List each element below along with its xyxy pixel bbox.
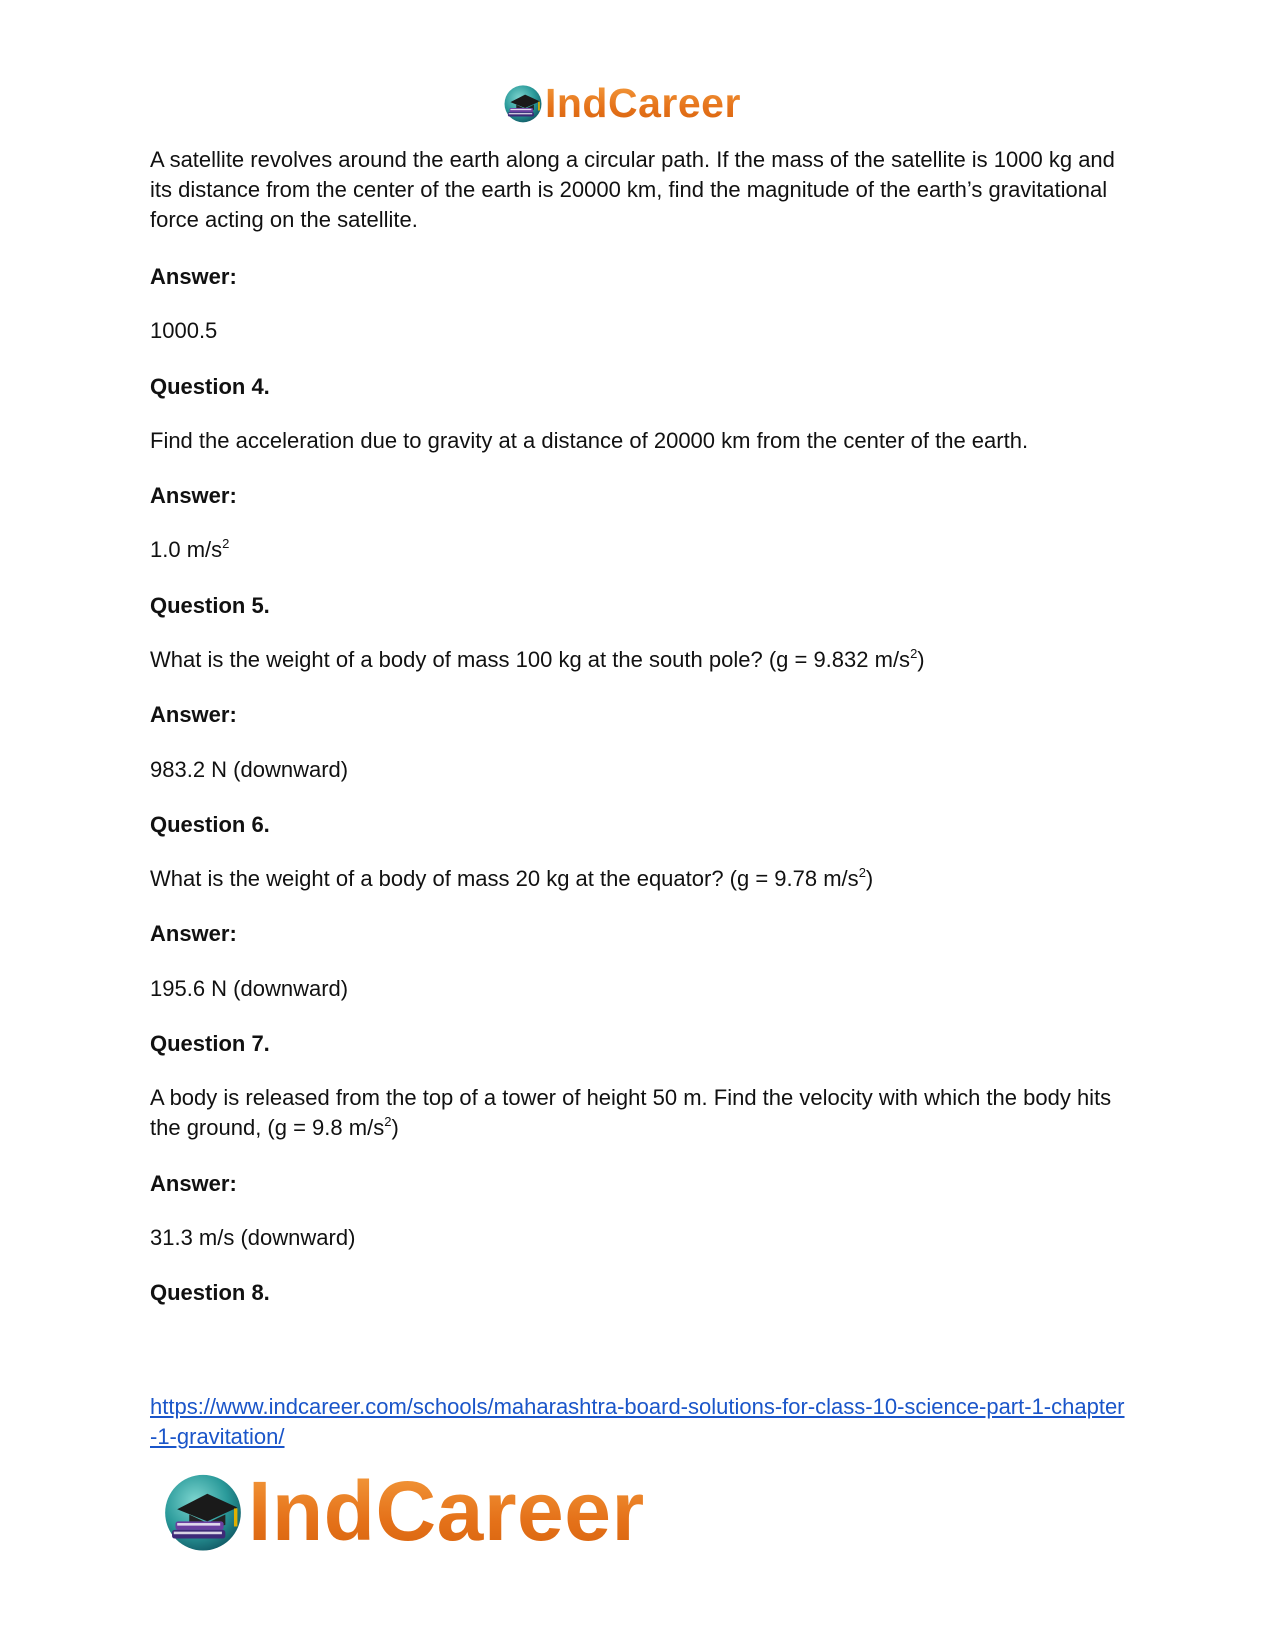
answer-3-value: 1000.5 (150, 318, 218, 343)
question-4-label: Question 4. (150, 374, 270, 399)
answer-6-value: 195.6 N (downward) (150, 976, 349, 1001)
answer-7-value: 31.3 m/s (downward) (150, 1225, 356, 1250)
answer-4-value: 1.0 $m/s^2$ (150, 536, 230, 562)
answer-4-label: Answer: (150, 483, 237, 508)
footer-logo (160, 1464, 645, 1558)
logo-wordmark: IndCareer (248, 1464, 645, 1558)
question-7-label: Question 7. (150, 1031, 270, 1056)
answer-6-label: Answer: (150, 921, 237, 946)
logo-emblem-icon (502, 82, 544, 124)
question-6-label: Question 6. (150, 812, 270, 837)
footer-source-link[interactable]: https://www.indcareer.com/schools/maharashtra-board-solutions-for-class-10-science-part-1-chapter-1-gravitation/ (150, 1394, 1125, 1449)
question-7-text: A body is released from the top of a tower of height 50 m. Find the velocity with which the body hits the ground, (g = 9.8 $m/s^2$) (150, 1085, 1112, 1140)
answer-3-label: Answer: (150, 264, 237, 289)
question-5-text: What is the weight of a body of mass 100 kg at the south pole? (g = 9.832 $m/s^2$) (150, 646, 925, 672)
question-8-label: Question 8. (150, 1280, 270, 1305)
answer-7-label: Answer: (150, 1171, 237, 1196)
question-5-label: Question 5. (150, 593, 270, 618)
answer-5-value: 983.2 N (downward) (150, 757, 349, 782)
logo-wordmark: IndCareer (545, 79, 741, 126)
question-6-text: What is the weight of a body of mass 20 kg at the equator? (g = 9.78 $m/s^2$) (150, 865, 874, 891)
logo-emblem-icon (160, 1468, 246, 1554)
question-4-text: Find the acceleration due to gravity at a distance of 20000 km from the center of the earth. (150, 428, 1029, 453)
question-3-text: A satellite revolves around the earth along a circular path. If the mass of the satellite is 1000 kg and its distance from the center of the earth is 20000 km, find the magnitude of the earth’s gravitational force acting on the satellite. (150, 147, 1115, 232)
answer-5-label: Answer: (150, 702, 237, 727)
header-logo (502, 79, 741, 126)
